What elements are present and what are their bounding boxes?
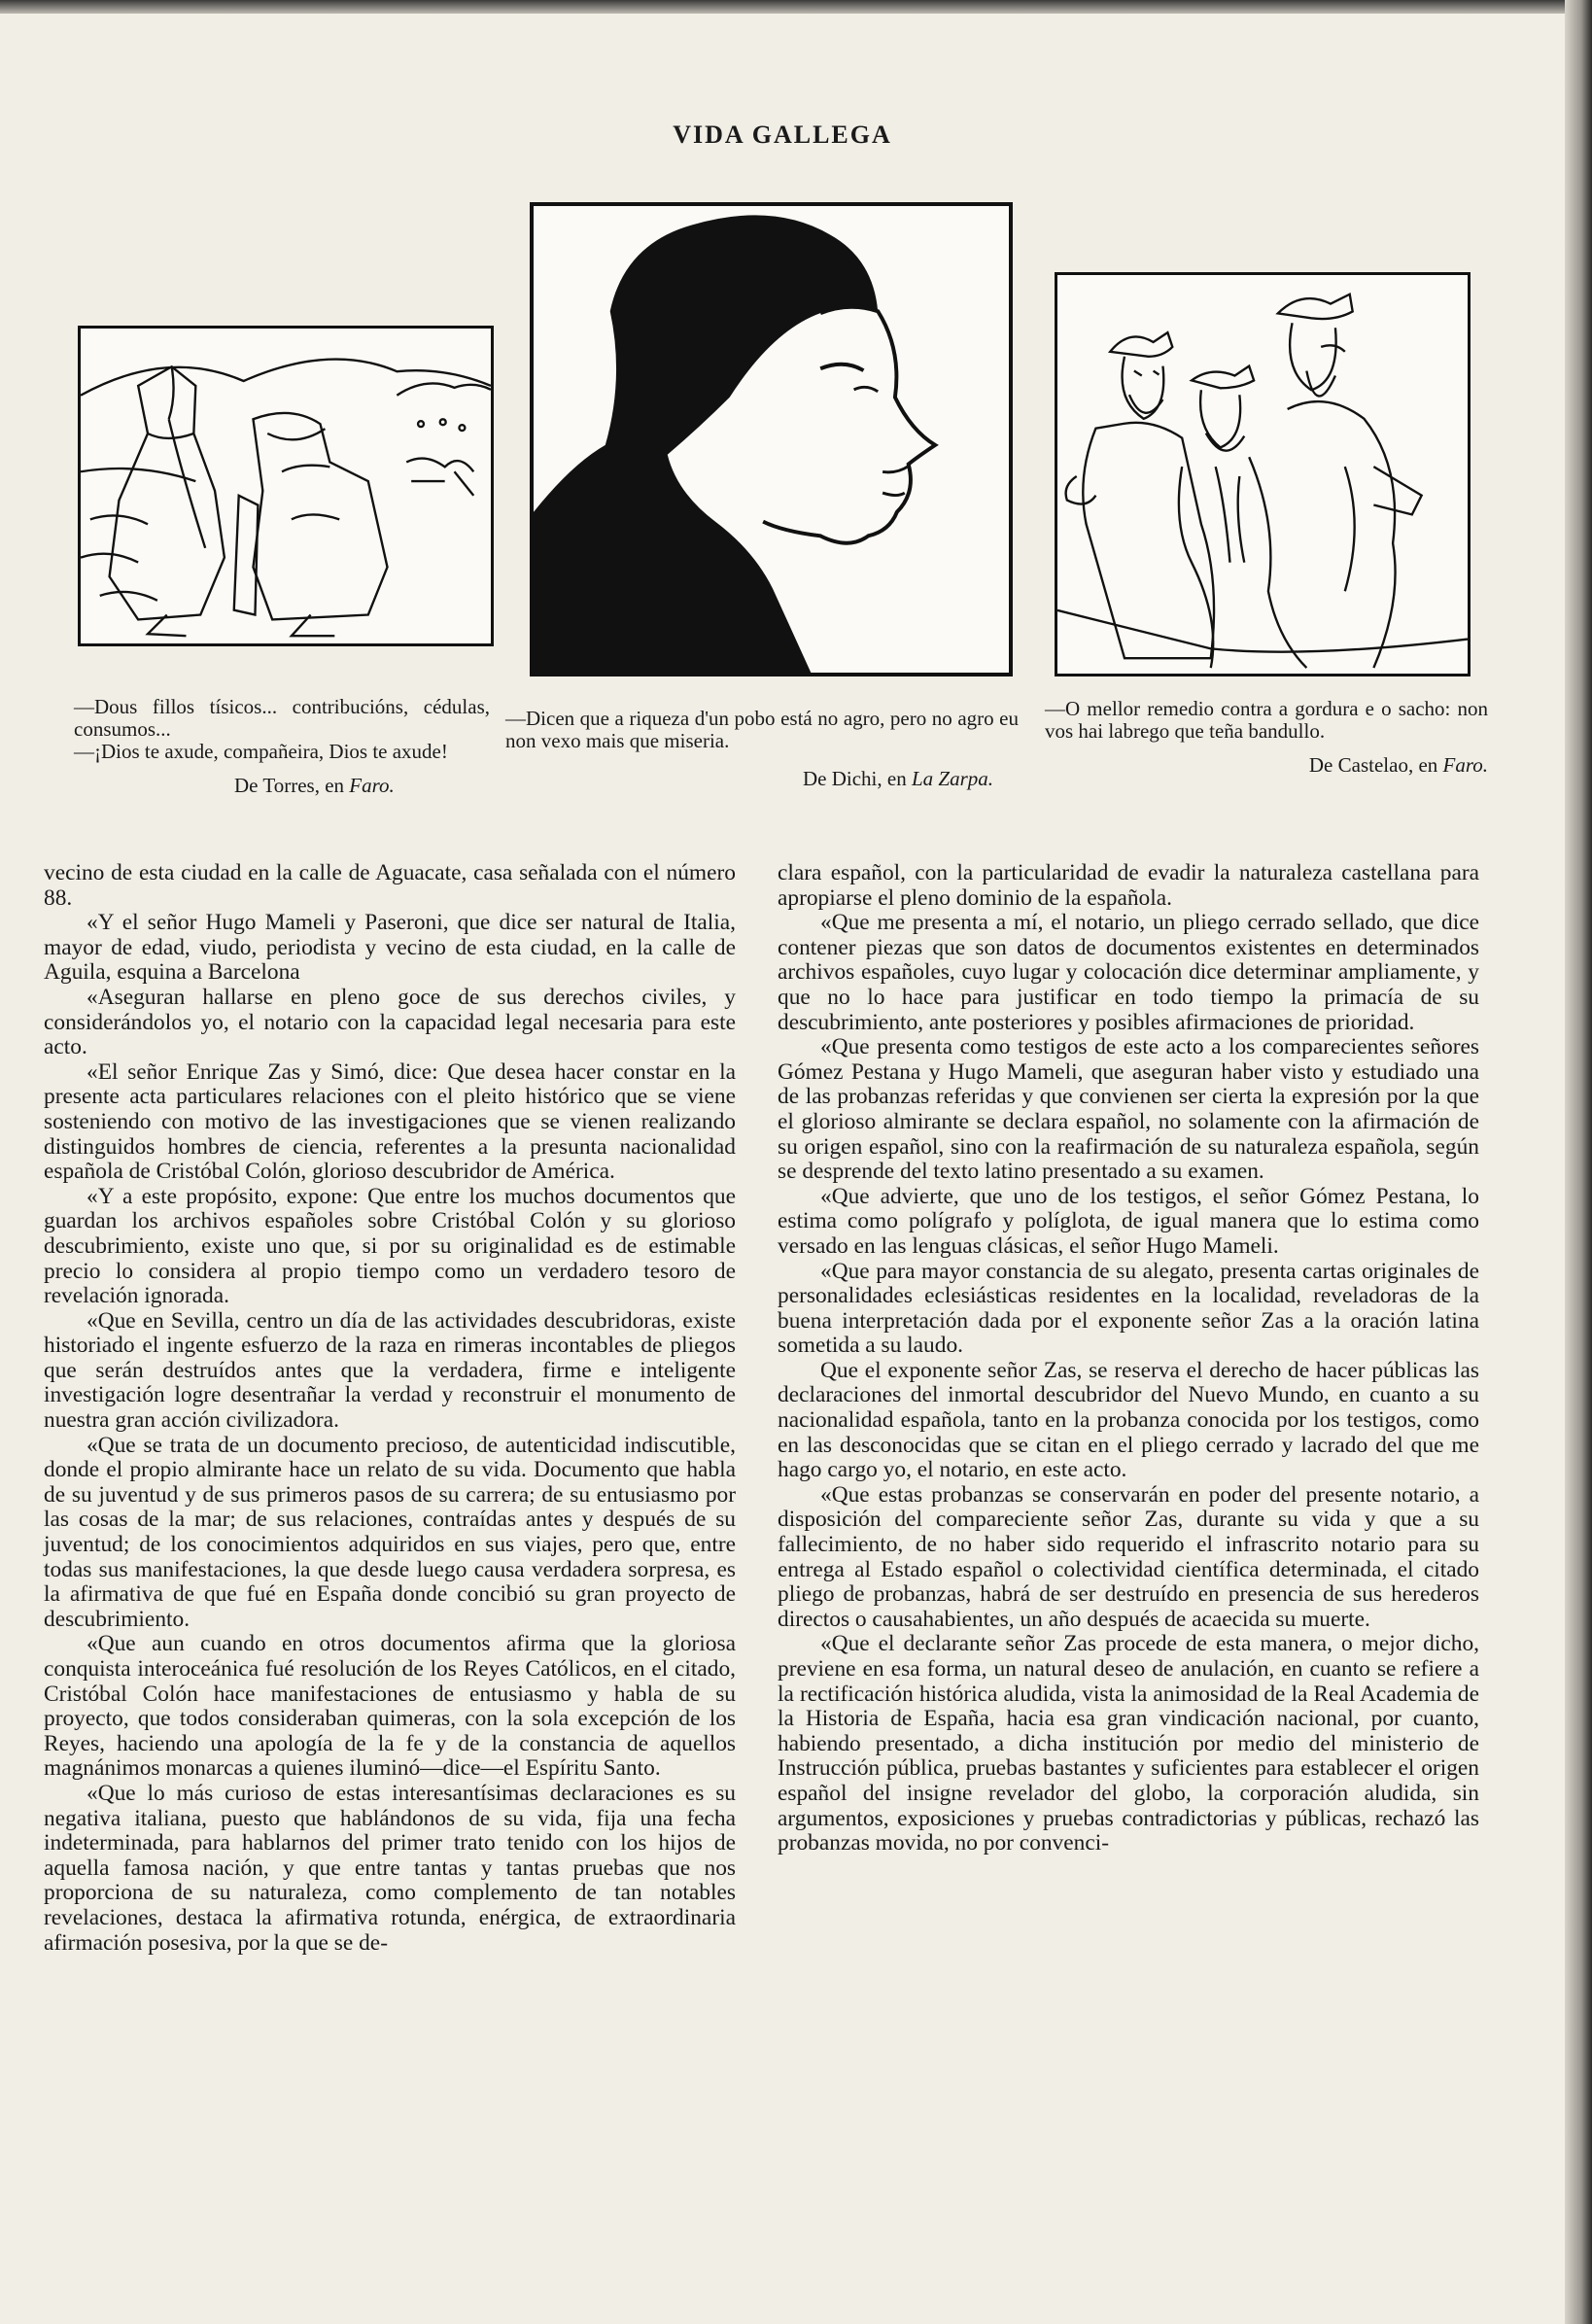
paragraph: «El señor Enrique Zas y Simó, dice: Que desea hacer constar en la presente acta particulares relaciones con el pleito histórico que se viene sosteniendo con motivo de las investigaciones que se vienen realizando distinguidos hombres de ciencia, referentes a la presunta nacionalidad española de Cristóbal Colón, glorioso descubridor de América.: [44, 1058, 736, 1185]
paragraph: «Que presenta como testigos de este acto a los comparecientes señores Gómez Pestana y Hugo Mameli, que aseguran haber visto y estudiado una de las probanzas referidas y que convienen ser cierta la expresión por la que el glorioso almirante se declara español, no solamente con la afirmación de su origen español, sino con la reafirmación de su naturaleza española, según se desprende del texto latino presentado a su examen.: [778, 1034, 1479, 1185]
cartoon-three-peasants-illustration: [1055, 272, 1471, 676]
cartoon-man-profile-illustration: [530, 202, 1013, 676]
paragraph: «Que aun cuando en otros documentos afirma que la gloriosa conquista interoceánica fué resolución de los Reyes Católicos, en el citado, Cristóbal Colón hace manifestaciones de entusiasmo y habla de su proyecto, que todos consideraban quimeras, con la sola excepción de los Reyes, haciendo una apología de la fe y de la constancia de aquellos magnánimos monarcas a quienes iluminó—dice—el Espíritu Santo.: [44, 1631, 736, 1782]
paragraph: «Que el declarante señor Zas procede de esta manera, o mejor dicho, previene en esa forma, un natural deseo de anulación, en cuanto se refiere a la rectificación histórica aludida, vista la animosidad de la Real Academia de la Historia de España, hacia esa gran vindicación nacional, por cuanto, habiendo presentado, a dicha institución por medio del ministerio de Instrucción pública, pruebas bastantes y suficientes para establecer el origen español del insigne revelador del globo, la corporación aludida, sin argumentos, exposiciones y pruebas contradictorias y públicas, rechazó las probanzas movida, no por convenci-: [778, 1631, 1479, 1856]
paragraph: «Y a este propósito, expone: Que entre los muchos documentos que guardan los archivos españoles sobre Cristóbal Colón y su glorioso descubrimiento, existe uno que, si por su originalidad es de estimable precio lo considera al propio tiempo como un verdadero tesoro de revelación ignorada.: [44, 1183, 736, 1309]
paragraph: «Que advierte, que uno de los testigos, el señor Gómez Pestana, lo estima como polígrafo y políglota, de igual manera que lo estima como versado en las lenguas clásicas, el señor Hugo Mameli.: [778, 1183, 1479, 1259]
paragraph: Que el exponente señor Zas, se reserva el derecho de hacer públicas las declaraciones del inmortal descubridor del Nuevo Mundo, en cuanto a su nacionalidad española, tanto en la probanza conocida por los testigos, como en las desconocidas que se citan en el pliego cerrado y lacrado del que me hago cargo yo, el notario, en este acto.: [778, 1357, 1479, 1483]
cartoon-credit: [74, 775, 490, 797]
credit-source: Faro.: [349, 774, 395, 797]
cartoon-caption-right: [1045, 698, 1488, 777]
cartoon-caption-middle: [505, 708, 1019, 790]
paragraph: vecino de esta ciudad en la calle de Aguacate, casa señalada con el número 88.: [44, 860, 736, 911]
paragraph: «Que lo más curioso de estas interesantísimas declaraciones es su negativa italiana, puesto que hablándonos de su vida, fija una fecha indeterminada, para hablarnos del primer trato tenido con los hijos de aquella famosa nación, y que entre tantas y tantas pruebas que nos proporciona de su naturaleza, como complemento de tan notables revelaciones, destaca la afirmativa rotunda, enérgica, de extraordinaria afirmación posesiva, por la que se de-: [44, 1780, 736, 1956]
cartoon-credit: [1045, 754, 1488, 777]
credit-author: De Dichi, en: [803, 767, 912, 790]
paragraph: «Y el señor Hugo Mameli y Paseroni, que dice ser natural de Italia, mayor de edad, viudo, periodista y vecino de esta ciudad, en la calle de Aguila, esquina a Barcelona: [44, 910, 736, 986]
credit-source: Faro.: [1442, 753, 1488, 777]
cartoon-credit: [505, 768, 1019, 790]
cartoon-two-women-illustration: [78, 326, 494, 646]
scan-top-edge: [0, 0, 1565, 14]
paragraph: «Que en Sevilla, centro un día de las actividades descubridoras, existe historiado el ingente esfuerzo de la raza en rimeras incontables de pliegos que serán destruídos antes que la verdadera, firme e inteligente investigación logre desentrañar la verdad y reconstruir el monumento de nuestra gran acción civilizadora.: [44, 1307, 736, 1434]
paragraph: «Que se trata de un documento precioso, de autenticidad indiscutible, donde el propio almirante hace un relato de su vida. Documento que habla de su juventud y de sus primeros pasos de su carrera; de su entusiasmo por las cosas de la mar; de sus relaciones, contraídas antes y después de su juventud; de los conocimientos adquiridos en sus viajes, pero que, entre todas sus manifestaciones, la que desde luego causa verdadera sorpresa, es la afirmativa de que fué en España donde concibió su gran proyecto de descubrimiento.: [44, 1432, 736, 1632]
credit-source: La Zarpa.: [911, 767, 993, 790]
paragraph: «Que me presenta a mí, el notario, un pliego cerrado sellado, que dice contener piezas que son datos de documentos existentes en determinados archivos españoles, cuyo lugar y colocación dice determinar ampliamente, y que no lo hace para justificar en todo tiempo la primacía de su descubrimiento, ante posteriores y posibles afirmaciones de prioridad.: [778, 910, 1479, 1035]
scan-binding-edge: [1565, 0, 1592, 2324]
paragraph: «Que para mayor constancia de su alegato, presenta cartas originales de personalidades eclesiásticas residentes en la localidad, reveladoras de la buena interpretación dada por el exponente señor Zas a la oración latina sometida a su laudo.: [778, 1258, 1479, 1359]
caption-line: —¡Dios te axude, compañeira, Dios te axude!: [74, 740, 448, 763]
article-column-left: [44, 861, 736, 1956]
masthead: VIDA GALLEGA: [673, 121, 892, 149]
caption-line: —Dous fillos tísicos... contribucións, cédulas, consumos...: [74, 695, 490, 741]
caption-line: —Dicen que a riqueza d'un pobo está no agro, pero no agro eu non vexo mais que miseria.: [505, 707, 1019, 752]
paragraph: clara español, con la particularidad de evadir la naturaleza castellana para apropiarse el pleno dominio de la española.: [778, 860, 1479, 911]
paragraph: «Que estas probanzas se conservarán en poder del presente notario, a disposición del compareciente señor Zas, durante su vida y que a su fallecimiento, de no haber sido requerido el infrascrito notario para su entrega al Estado español o colectividad científica determinada, el citado pliego de probanzas, habrá de ser destruído en presencia de sus herederos directos o causahabientes, un año después de acaecida su muerte.: [778, 1481, 1479, 1632]
credit-author: De Castelao, en: [1308, 753, 1443, 777]
credit-author: De Torres, en: [234, 774, 350, 797]
caption-line: —O mellor remedio contra a gordura e o sacho: non vos hai labrego que teña bandullo.: [1045, 697, 1488, 743]
article-column-right: [778, 861, 1479, 1856]
paragraph: «Aseguran hallarse en pleno goce de sus derechos civiles, y considerándolos yo, el notario con la capacidad legal necesaria para este acto.: [44, 984, 736, 1060]
cartoon-caption-left: [74, 696, 490, 797]
